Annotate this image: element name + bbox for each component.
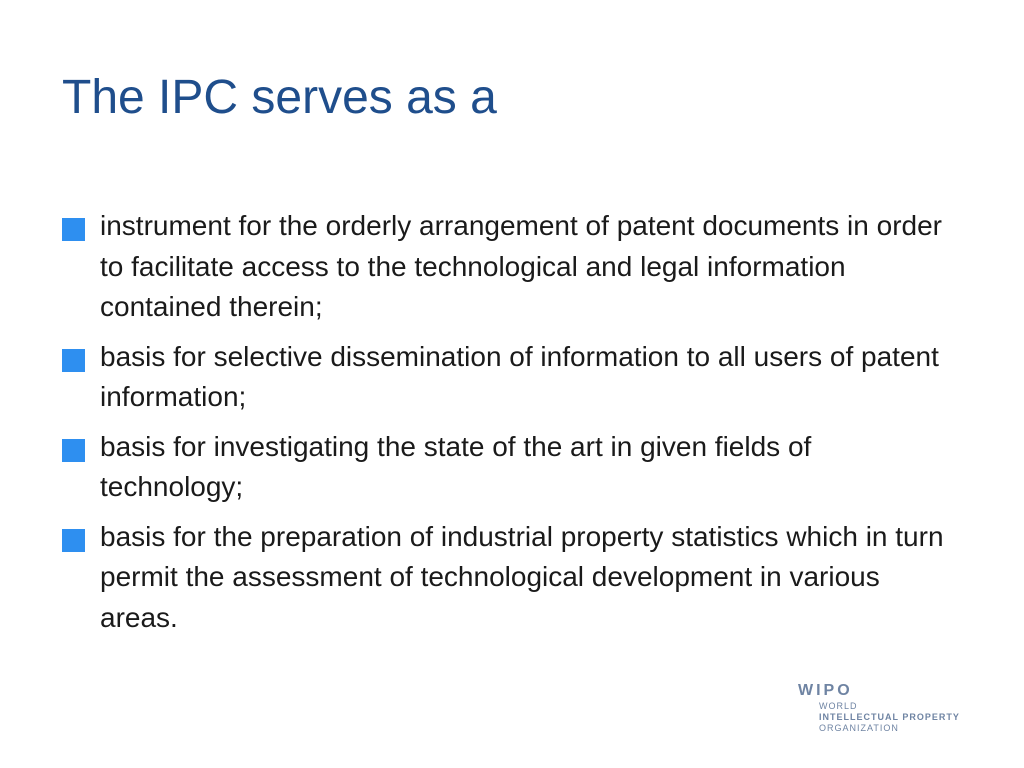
square-bullet-icon xyxy=(62,218,85,241)
square-bullet-icon xyxy=(62,439,85,462)
bullet-list xyxy=(62,206,962,647)
logo-line-world: WORLD xyxy=(819,701,858,711)
bullet-item xyxy=(62,206,962,328)
logo-line-intellectual-property: INTELLECTUAL PROPERTY xyxy=(819,712,960,722)
logo-line-organization: ORGANIZATION xyxy=(819,723,899,733)
logo-wordmark: WIPO xyxy=(798,682,853,699)
bullet-text: basis for the preparation of industrial property statistics which in turn permit the assessment of technological development in various areas. xyxy=(100,520,944,633)
bullet-text: basis for investigating the state of the art in given fields of technology; xyxy=(100,430,812,502)
square-bullet-icon xyxy=(62,349,85,372)
wipo-logo xyxy=(798,682,960,734)
bullet-text: instrument for the orderly arrangement of patent documents in order to facilitate access to the technological and legal information contained therein; xyxy=(100,210,942,322)
bullet-item xyxy=(62,427,962,508)
square-bullet-icon xyxy=(62,529,85,552)
logo-text-block xyxy=(819,701,960,734)
bullet-item xyxy=(62,337,962,418)
bullet-text: basis for selective dissemination of information to all users of patent information; xyxy=(100,340,939,412)
bullet-item xyxy=(62,517,962,639)
slide-title: The IPC serves as a xyxy=(62,71,497,124)
